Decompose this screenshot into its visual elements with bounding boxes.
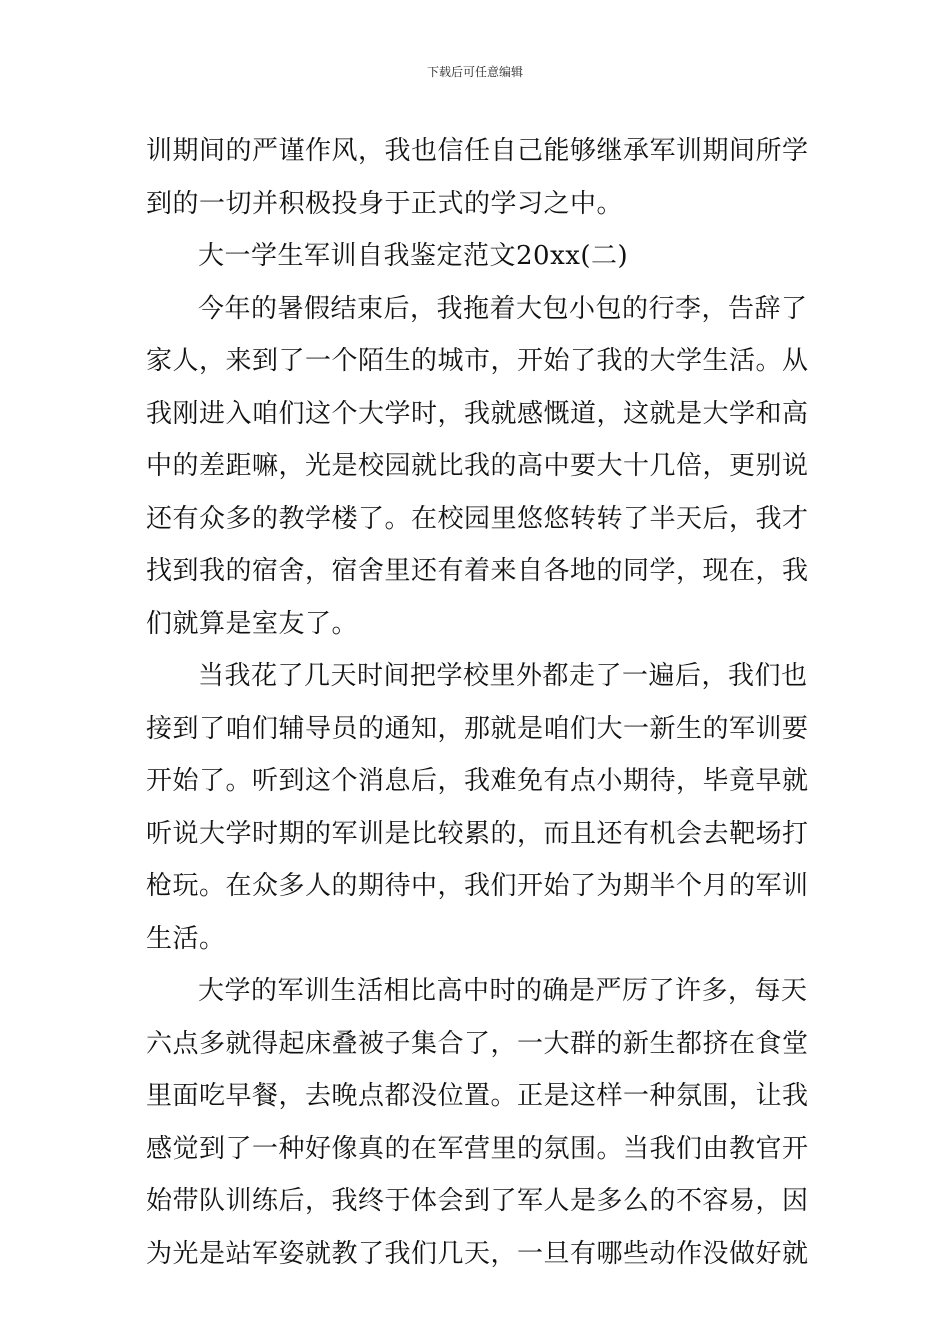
- paragraph: 今年的暑假结束后，我拖着大包小包的行李，告辞了家人，来到了一个陌生的城市，开始了我的大学生活。从我刚进入咱们这个大学时，我就感慨道，这就是大学和高中的差距嘛，光是校园就比我的高中要大十几倍，更别说还有众多的教学楼了。在校园里悠悠转转了半天后，我才找到我的宿舍，宿舍里还有着来自各地的同学，现在，我们就算是室友了。: [146, 293, 809, 639]
- continued-paragraph: 训期间的严谨作风，我也信任自己能够继承军训期间所学到的一切并积极投身于正式的学习之中。: [146, 136, 809, 219]
- document-body: [146, 125, 818, 1280]
- page-header-note: 下载后可任意编辑: [426, 65, 523, 79]
- paragraph: 大学的军训生活相比高中时的确是严厉了许多，每天六点多就得起床叠被子集合了，一大群的新生都挤在食堂里面吃早餐，去晚点都没位置。正是这样一种氛围，让我感觉到了一种好像真的在军营里的氛围。当我们由教官开始带队训练后，我终于体会到了军人是多么的不容易，因为光是站军姿就教了我们几天，一旦有哪些动作没做好就: [146, 976, 809, 1269]
- section-title: 大一学生军训自我鉴定范文20xx(二): [198, 241, 629, 271]
- paragraph: 当我花了几天时间把学校里外都走了一遍后，我们也接到了咱们辅导员的通知，那就是咱们大一新生的军训要开始了。听到这个消息后，我难免有点小期待，毕竟早就听说大学时期的军训是比较累的，而且还有机会去靶场打枪玩。在众多人的期待中，我们开始了为期半个月的军训生活。: [146, 661, 809, 954]
